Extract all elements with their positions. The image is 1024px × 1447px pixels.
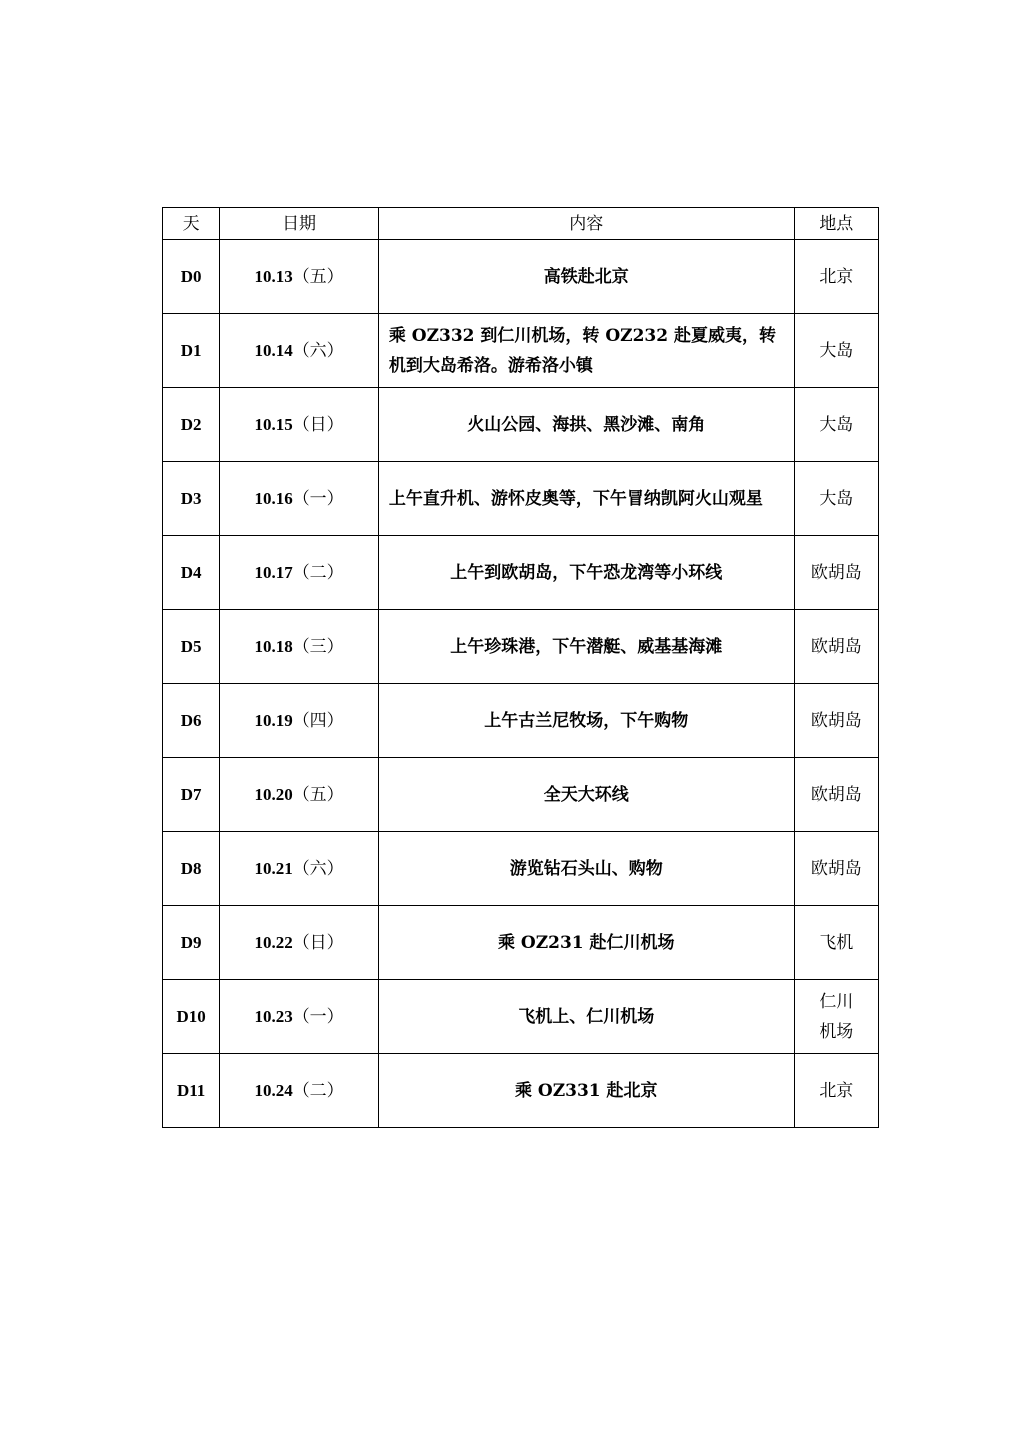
date-value: 10.24 xyxy=(254,1080,293,1100)
header-day: 天 xyxy=(163,208,220,240)
cell-content: 乘 OZ231 赴仁川机场 xyxy=(378,906,794,980)
place-line: 欧胡岛 xyxy=(810,636,862,657)
itinerary-table xyxy=(162,207,879,1128)
cell-content: 上午古兰尼牧场，下午购物 xyxy=(378,684,794,758)
table-row xyxy=(163,758,879,832)
date-value: 10.13 xyxy=(254,266,293,286)
place-line: 欧胡岛 xyxy=(810,562,862,583)
place-line: 大岛 xyxy=(819,414,854,435)
cell-day: D7 xyxy=(163,758,220,832)
weekday-label: （二） xyxy=(292,562,344,583)
table-row xyxy=(163,388,879,462)
header-place: 地点 xyxy=(794,208,878,240)
place-line: 欧胡岛 xyxy=(810,858,862,879)
date-value: 10.18 xyxy=(254,636,293,656)
cell-day: D9 xyxy=(163,906,220,980)
table-row xyxy=(163,832,879,906)
cell-place xyxy=(794,1054,878,1128)
cell-day: D3 xyxy=(163,462,220,536)
place-line: 机场 xyxy=(819,1021,854,1042)
place-line: 欧胡岛 xyxy=(810,710,862,731)
cell-place xyxy=(794,610,878,684)
cell-place xyxy=(794,906,878,980)
cell-day: D6 xyxy=(163,684,220,758)
table-row xyxy=(163,610,879,684)
weekday-label: （日） xyxy=(292,414,344,435)
header-content: 内容 xyxy=(378,208,794,240)
cell-date xyxy=(220,462,379,536)
table-row xyxy=(163,314,879,388)
cell-date xyxy=(220,980,379,1054)
place-line: 北京 xyxy=(819,1080,854,1101)
table-row xyxy=(163,240,879,314)
date-value: 10.15 xyxy=(254,414,293,434)
weekday-label: （二） xyxy=(292,1080,344,1101)
cell-place xyxy=(794,240,878,314)
cell-content: 上午珍珠港，下午潜艇、威基基海滩 xyxy=(378,610,794,684)
place-line: 仁川 xyxy=(819,991,854,1012)
header-row xyxy=(163,208,879,240)
date-value: 10.14 xyxy=(254,340,293,360)
weekday-label: （四） xyxy=(292,710,344,731)
date-value: 10.20 xyxy=(254,784,293,804)
cell-content: 乘 OZ332 到仁川机场，转 OZ232 赴夏威夷，转机到大岛希洛。游希洛小镇 xyxy=(378,314,794,388)
table-row xyxy=(163,684,879,758)
cell-place xyxy=(794,832,878,906)
weekday-label: （六） xyxy=(292,340,344,361)
cell-content: 飞机上、仁川机场 xyxy=(378,980,794,1054)
cell-day: D8 xyxy=(163,832,220,906)
cell-day: D10 xyxy=(163,980,220,1054)
place-line: 北京 xyxy=(819,266,854,287)
date-value: 10.17 xyxy=(254,562,293,582)
place-line: 大岛 xyxy=(819,488,854,509)
cell-date xyxy=(220,240,379,314)
cell-day: D11 xyxy=(163,1054,220,1128)
table-row xyxy=(163,1054,879,1128)
cell-date xyxy=(220,832,379,906)
date-value: 10.21 xyxy=(254,858,293,878)
header-date: 日期 xyxy=(220,208,379,240)
place-line: 欧胡岛 xyxy=(810,784,862,805)
cell-place xyxy=(794,684,878,758)
date-value: 10.23 xyxy=(254,1006,293,1026)
cell-place xyxy=(794,980,878,1054)
table-row xyxy=(163,906,879,980)
cell-date xyxy=(220,684,379,758)
cell-day: D2 xyxy=(163,388,220,462)
cell-day: D5 xyxy=(163,610,220,684)
cell-place xyxy=(794,536,878,610)
date-value: 10.16 xyxy=(254,488,293,508)
cell-place xyxy=(794,462,878,536)
cell-date xyxy=(220,906,379,980)
table-header xyxy=(163,208,879,240)
cell-content: 游览钻石头山、购物 xyxy=(378,832,794,906)
cell-content: 乘 OZ331 赴北京 xyxy=(378,1054,794,1128)
weekday-label: （五） xyxy=(292,784,344,805)
weekday-label: （日） xyxy=(292,932,344,953)
cell-content: 上午到欧胡岛，下午恐龙湾等小环线 xyxy=(378,536,794,610)
weekday-label: （六） xyxy=(292,858,344,879)
cell-content: 全天大环线 xyxy=(378,758,794,832)
cell-place xyxy=(794,758,878,832)
cell-day: D1 xyxy=(163,314,220,388)
cell-date xyxy=(220,536,379,610)
table-body xyxy=(163,240,879,1128)
date-value: 10.19 xyxy=(254,710,293,730)
cell-day: D4 xyxy=(163,536,220,610)
cell-content: 上午直升机、游怀皮奥等，下午冒纳凯阿火山观星 xyxy=(378,462,794,536)
table-row xyxy=(163,462,879,536)
place-line: 飞机 xyxy=(819,932,854,953)
date-value: 10.22 xyxy=(254,932,293,952)
cell-content: 火山公园、海拱、黑沙滩、南角 xyxy=(378,388,794,462)
weekday-label: （三） xyxy=(292,636,344,657)
cell-date xyxy=(220,1054,379,1128)
cell-content: 高铁赴北京 xyxy=(378,240,794,314)
table-row xyxy=(163,980,879,1054)
table-row xyxy=(163,536,879,610)
cell-place xyxy=(794,388,878,462)
cell-place xyxy=(794,314,878,388)
weekday-label: （五） xyxy=(292,266,344,287)
cell-date xyxy=(220,610,379,684)
place-line: 大岛 xyxy=(819,340,854,361)
weekday-label: （一） xyxy=(292,488,344,509)
weekday-label: （一） xyxy=(292,1006,344,1027)
cell-date xyxy=(220,758,379,832)
cell-date xyxy=(220,314,379,388)
cell-date xyxy=(220,388,379,462)
cell-day: D0 xyxy=(163,240,220,314)
